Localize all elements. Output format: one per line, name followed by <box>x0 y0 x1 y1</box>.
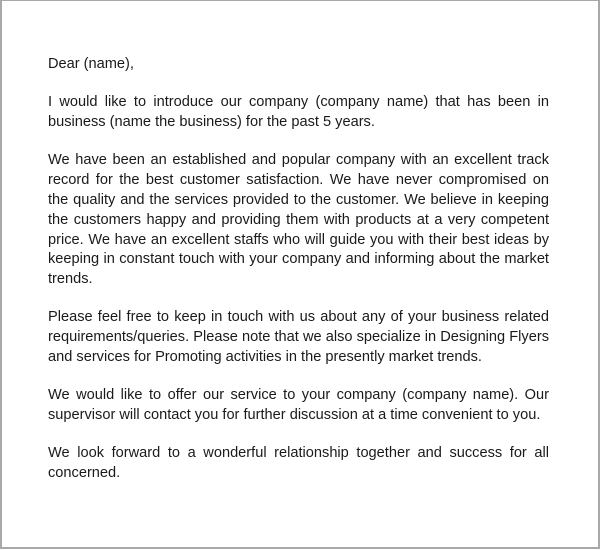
paragraph-service-offer: We would like to offer our service to your company (company name). Our supervisor will contact you for further discussion at a time convenient to you. <box>48 387 549 423</box>
paragraph-company-profile: We have been an established and popular company with an excellent track record for the best customer satisfaction. We have never compromised on the quality and the services provided to the customer. We believe in keeping the customers happy and providing them with products at a very competent price. We have an excellent staffs who will guide you with their best ideas by keeping in constant touch with your company and informing about the market trends. <box>48 152 549 288</box>
paragraph-introduction: I would like to introduce our company (company name) that has been in business (name the business) for the past 5 years. <box>48 94 549 131</box>
letter-body <box>48 55 549 502</box>
paragraph-closing: We look forward to a wonderful relationship together and success for all concerned. <box>48 445 549 481</box>
letter-greeting: Dear (name), <box>48 56 134 72</box>
paragraph-contact-services: Please feel free to keep in touch with us about any of your business related requirements/queries. Please note that we also specialize in Designing Flyers and services for Promoting activities in the presently market trends. <box>48 309 549 365</box>
